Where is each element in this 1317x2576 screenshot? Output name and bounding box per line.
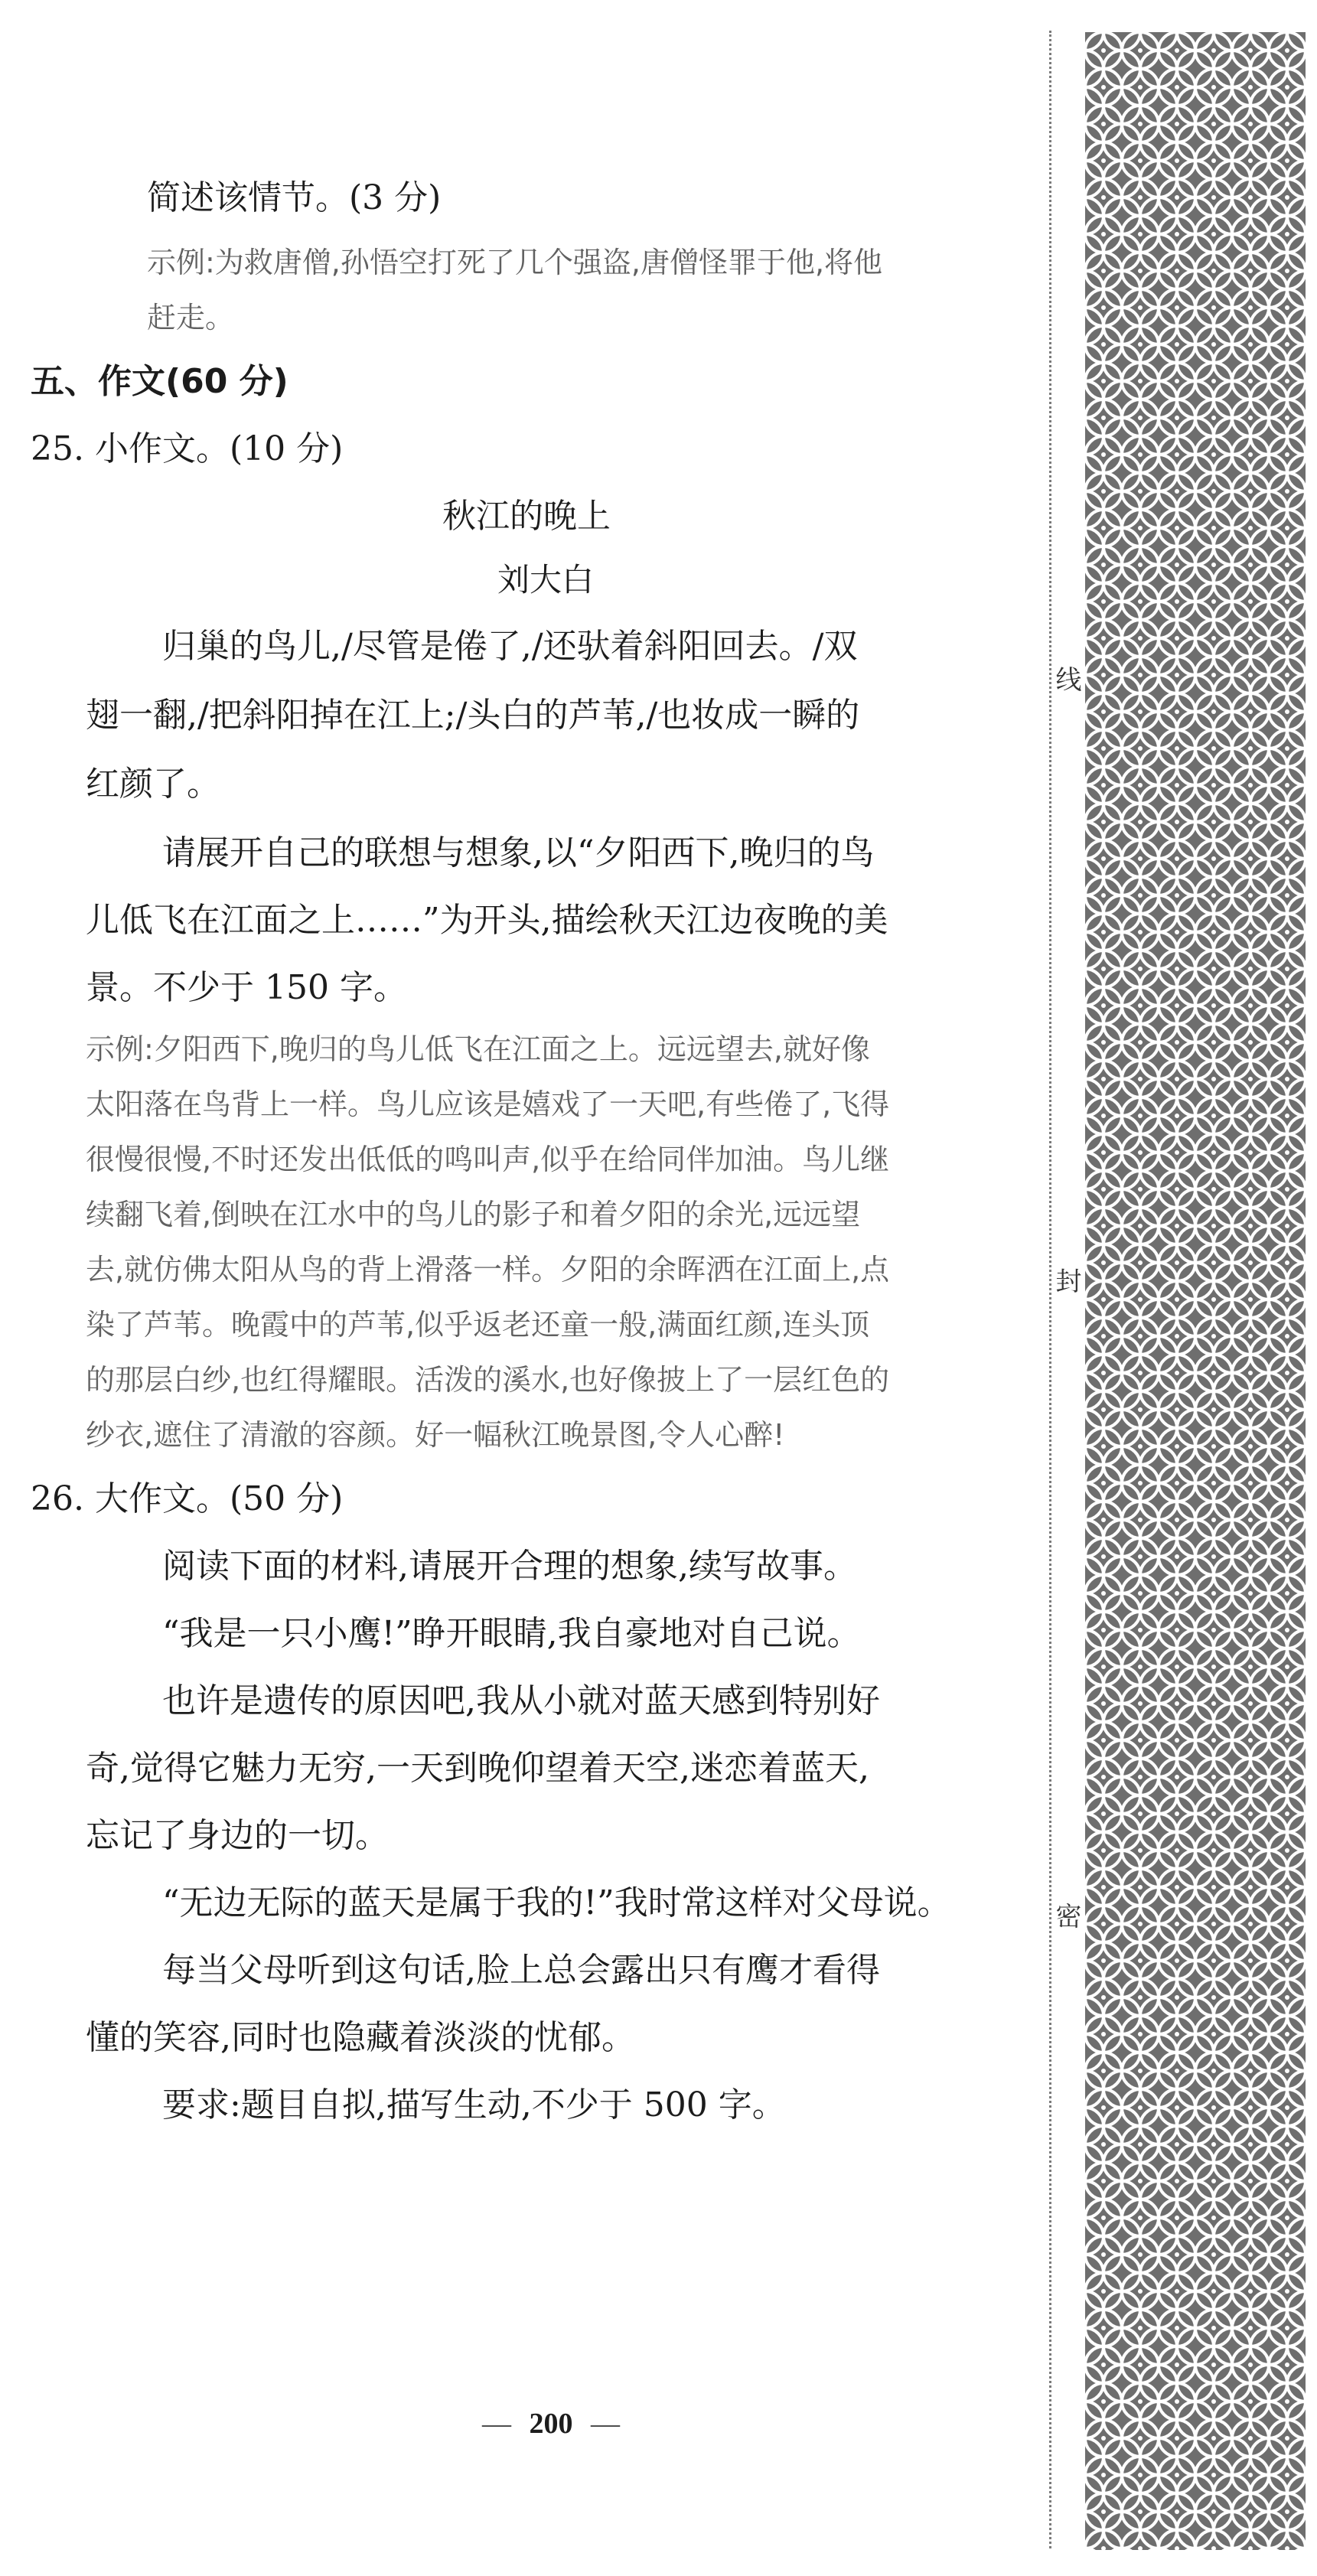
page-number (474, 2407, 628, 2441)
binding-mark-line: 线 (1051, 666, 1081, 692)
poem-author: 刘大白 (497, 561, 595, 598)
q26-material-line: 阅读下面的材料,请展开合理的想象,续写故事。 (162, 1547, 857, 1586)
decorative-pattern-strip (1085, 32, 1306, 2550)
q25-answer-line: 去,就仿佛太阳从鸟的背上滑落一样。夕阳的余晖洒在江面上,点 (86, 1253, 890, 1286)
q25-answer-line: 续翻飞着,倒映在江水中的鸟儿的影子和着夕阳的余光,远远望 (86, 1198, 861, 1231)
q26-material-line: 忘记了身边的一切。 (86, 1816, 389, 1855)
q24-answer-line: 示例:为救唐僧,孙悟空打死了几个强盗,唐僧怪罪于他,将他 (147, 246, 883, 279)
binding-mark-secret: 密 (1051, 1903, 1081, 1929)
q26-material-line: 也许是遗传的原因吧,我从小就对蓝天感到特别好 (162, 1681, 880, 1720)
q25-answer-line: 染了芦苇。晚霞中的芦苇,似乎返老还童一般,满面红颜,连头顶 (86, 1308, 870, 1342)
page-number-value: 200 (529, 2408, 573, 2440)
q26-material-line: “我是一只小鹰!”睁开眼睛,我自豪地对自己说。 (162, 1614, 861, 1653)
q25-prompt-line: 儿低飞在江面之上……”为开头,描绘秋天江边夜晚的美 (86, 901, 888, 940)
q24-question-line: 简述该情节。(3 分) (147, 178, 442, 217)
q26-material-line: 懂的笑容,同时也隐藏着淡淡的忧郁。 (86, 2018, 635, 2057)
q25-answer-line: 示例:夕阳西下,晚归的鸟儿低飞在江面之上。远远望去,就好像 (86, 1032, 870, 1066)
q26-material-line: 要求:题目自拟,描写生动,不少于 500 字。 (162, 2085, 786, 2124)
binding-mark-seal: 封 (1051, 1267, 1081, 1293)
q25-answer-line: 纱衣,遮住了清澈的容颜。好一幅秋江晚景图,令人心醉! (86, 1418, 785, 1452)
section-heading: 五、作文(60 分) (31, 362, 289, 401)
q24-answer-line: 赶走。 (147, 301, 235, 334)
poem-line: 翅一翻,/把斜阳掉在江上;/头白的芦苇,/也妆成一瞬的 (86, 696, 860, 735)
q25-stem: 25. 小作文。(10 分) (31, 429, 344, 468)
page-number-dash: — (591, 2408, 620, 2440)
poem-title: 秋江的晚上 (442, 497, 611, 536)
q25-answer-line: 太阳落在鸟背上一样。鸟儿应该是嬉戏了一天吧,有些倦了,飞得 (86, 1087, 890, 1121)
q25-prompt-line: 景。不少于 150 字。 (86, 968, 407, 1007)
q25-answer-line: 很慢很慢,不时还发出低低的鸣叫声,似乎在给同伴加油。鸟儿继 (86, 1143, 890, 1176)
q26-material-line: 每当父母听到这句话,脸上总会露出只有鹰才看得 (162, 1951, 880, 1990)
q25-answer-line: 的那层白纱,也红得耀眼。活泼的溪水,也好像披上了一层红色的 (86, 1363, 890, 1397)
q26-material-line: 奇,觉得它魅力无穷,一天到晚仰望着天空,迷恋着蓝天, (86, 1749, 869, 1788)
page-number-dash: — (482, 2408, 511, 2440)
q26-stem: 26. 大作文。(50 分) (31, 1479, 344, 1518)
poem-line: 红颜了。 (86, 765, 220, 804)
q25-prompt-line: 请展开自己的联想与想象,以“夕阳西下,晚归的鸟 (162, 833, 875, 872)
q26-material-line: “无边无际的蓝天是属于我的!”我时常这样对父母说。 (162, 1883, 951, 1922)
poem-line: 归巢的鸟儿,/尽管是倦了,/还驮着斜阳回去。/双 (162, 627, 858, 666)
